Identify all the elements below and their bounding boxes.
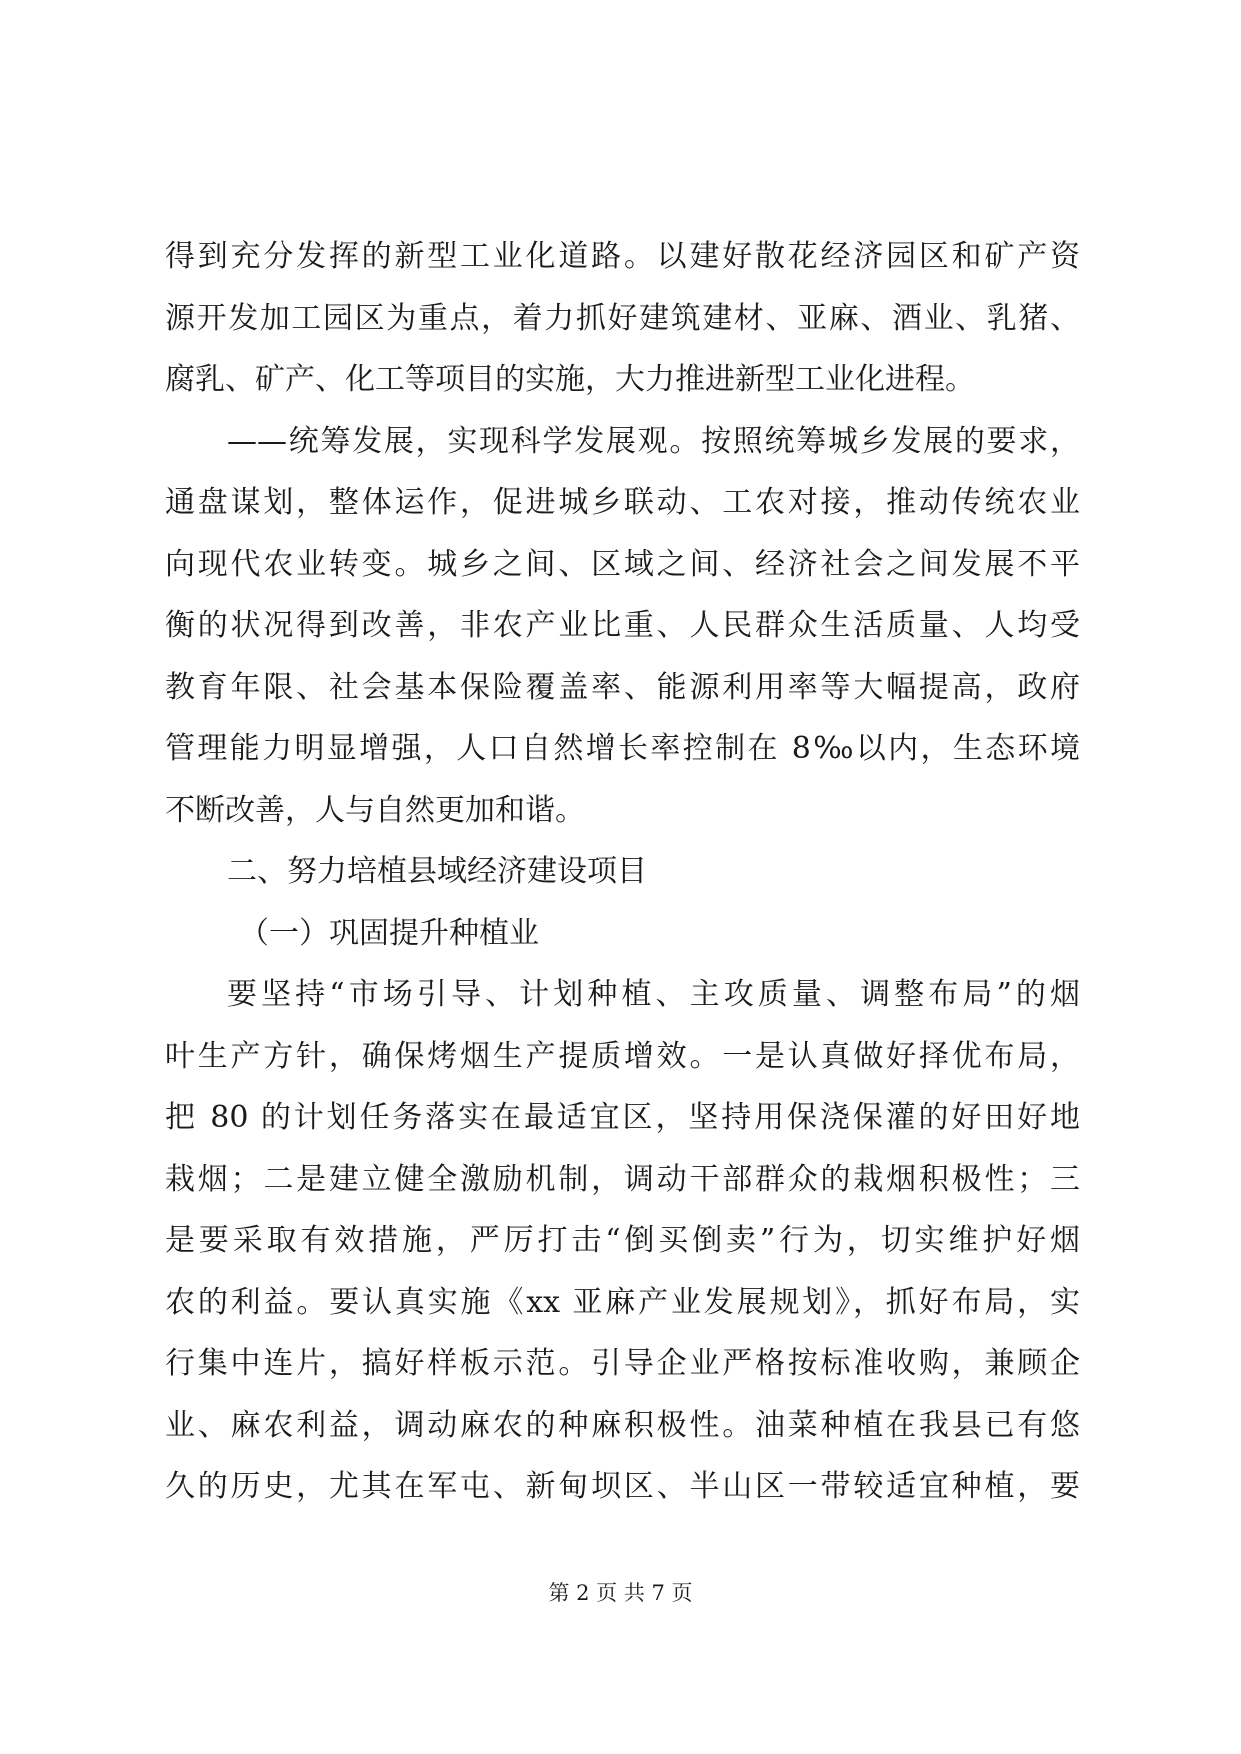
- text-line: 腐乳、矿产、化工等项目的实施，大力推进新型工业化进程。: [165, 362, 975, 397]
- text-line: 向现代农业转变。城乡之间、区域之间、经济社会之间发展不平: [165, 546, 1080, 582]
- text-line: 业、麻农利益，调动麻农的种麻积极性。油菜种植在我县已有悠: [165, 1407, 1080, 1443]
- text-line: 要坚持“市场引导、计划种植、主攻质量、调整布局”的烟: [227, 977, 1080, 1012]
- text-line: 衡的状况得到改善，非农产业比重、人民群众生活质量、人均受: [165, 608, 1080, 643]
- text-line: 农的利益。要认真实施《xx 亚麻产业发展规划》，抓好布局，实: [165, 1284, 1080, 1320]
- text-line: 是要采取有效措施，严厉打击“倒买倒卖”行为，切实维护好烟: [165, 1223, 1080, 1258]
- text-line: 源开发加工园区为重点，着力抓好建筑建材、亚麻、酒业、乳猪、: [165, 300, 1080, 336]
- text-line: 叶生产方针，确保烤烟生产提质增效。一是认真做好择优布局，: [165, 1038, 1080, 1074]
- text-line: 不断改善，人与自然更加和谐。: [165, 792, 585, 828]
- text-line: 行集中连片，搞好样板示范。引导企业严格按标准收购，兼顾企: [165, 1346, 1080, 1381]
- text-line: 把 80 的计划任务落实在最适宜区，坚持用保浇保灌的好田好地: [165, 1100, 1080, 1135]
- text-line: 教育年限、社会基本保险覆盖率、能源利用率等大幅提高，政府: [165, 669, 1080, 705]
- text-line: 通盘谋划，整体运作，促进城乡联动、工农对接，推动传统农业: [165, 485, 1080, 520]
- subsection-heading: （一）巩固提升种植业: [239, 915, 539, 951]
- text-line: 久的历史，尤其在军屯、新甸坝区、半山区一带较适宜种植，要: [165, 1469, 1080, 1504]
- document-body: [165, 226, 1080, 1518]
- text-line: 管理能力明显增强，人口自然增长率控制在 8‰以内，生态环境: [165, 731, 1080, 766]
- page-number-footer: 第 2 页 共 7 页: [548, 1581, 693, 1605]
- text-line: 栽烟；二是建立健全激励机制，调动干部群众的栽烟积极性；三: [165, 1161, 1080, 1197]
- text-line: ——统筹发展，实现科学发展观。按照统筹城乡发展的要求，: [227, 423, 1080, 459]
- text-line: 得到充分发挥的新型工业化道路。以建好散花经济园区和矿产资: [165, 239, 1080, 274]
- section-heading: 二、努力培植县域经济建设项目: [227, 854, 647, 889]
